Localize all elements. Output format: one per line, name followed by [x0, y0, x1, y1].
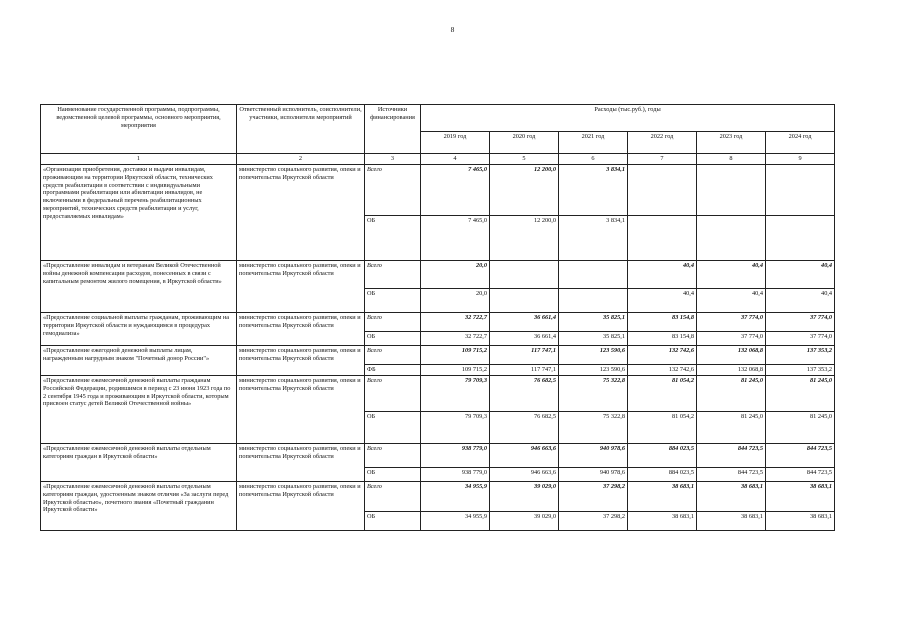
total-value: 123 590,6: [559, 345, 628, 364]
total-value: 117 747,1: [490, 345, 559, 364]
total-value: 37 774,0: [697, 312, 766, 331]
column-number: 2: [237, 154, 365, 165]
source-value: 32 722,7: [421, 331, 490, 345]
measure-name: «Организация приобретения, доставки и выдачи инвалидам, проживающим на территории Иркутской области, технических средств реабилитации в соответствии с индивидуальными программами реабилитации или абилитации инвалидов, не включенными в федеральный перечень реабилитационных мероприятий, технических средств реабилитации и услуг, предоставляемых инвалидам»: [41, 164, 237, 260]
total-value: 12 200,0: [490, 164, 559, 215]
header-responsible: Ответственный исполнитель, соисполнители, участники, исполнители мероприятий: [237, 105, 365, 154]
total-value: 38 683,1: [766, 481, 835, 511]
total-value: 844 723,5: [766, 443, 835, 467]
source-value: 37 774,0: [697, 331, 766, 345]
total-value: 34 955,9: [421, 481, 490, 511]
source-value: 37 298,2: [559, 511, 628, 530]
header-year: 2019 год: [421, 132, 490, 154]
source-value: [697, 215, 766, 260]
source-value: 38 683,1: [766, 511, 835, 530]
total-value: 38 683,1: [628, 481, 697, 511]
total-value: 81 054,2: [628, 375, 697, 411]
total-value: 20,0: [421, 260, 490, 288]
source-value: 39 029,0: [490, 511, 559, 530]
source-value: 7 465,0: [421, 215, 490, 260]
column-number: 5: [490, 154, 559, 165]
source-value: 938 779,0: [421, 467, 490, 481]
measure-name: «Предоставление ежемесячной денежной выплаты отдельным категориям граждан в Иркутской области»: [41, 443, 237, 481]
source-total-label: Всего: [365, 260, 421, 288]
source-value: 38 683,1: [697, 511, 766, 530]
header-year: 2023 год: [697, 132, 766, 154]
source-value: 20,0: [421, 288, 490, 312]
measure-name: «Предоставление инвалидам и ветеранам Великой Отечественной войны денежной компенсации расходов, понесенных в связи с капитальным ремонтом жилого помещения, в Иркутской области»: [41, 260, 237, 312]
total-value: 76 682,5: [490, 375, 559, 411]
total-value: 37 298,2: [559, 481, 628, 511]
source-value: 76 682,5: [490, 411, 559, 443]
responsible-executor: министерство социального развития, опеки и попечительства Иркутской области: [237, 481, 365, 530]
column-number: 6: [559, 154, 628, 165]
column-number: 4: [421, 154, 490, 165]
column-number: 7: [628, 154, 697, 165]
total-value: 132 068,8: [697, 345, 766, 364]
total-value: 132 742,6: [628, 345, 697, 364]
source-value: 844 723,5: [697, 467, 766, 481]
source-value: 844 723,5: [766, 467, 835, 481]
header-year: 2021 год: [559, 132, 628, 154]
total-value: 75 322,8: [559, 375, 628, 411]
source-value: 3 834,1: [559, 215, 628, 260]
source-value: 79 709,3: [421, 411, 490, 443]
total-value: 35 825,1: [559, 312, 628, 331]
table-row: [41, 481, 835, 511]
total-value: [628, 164, 697, 215]
total-value: [766, 164, 835, 215]
responsible-executor: министерство социального развития, опеки и попечительства Иркутской области: [237, 164, 365, 260]
responsible-executor: министерство социального развития, опеки и попечительства Иркутской области: [237, 312, 365, 345]
source-value: 34 955,9: [421, 511, 490, 530]
table-row: [41, 164, 835, 215]
total-value: 38 683,1: [697, 481, 766, 511]
header-year: 2022 год: [628, 132, 697, 154]
total-value: [697, 164, 766, 215]
source-value: 35 825,1: [559, 331, 628, 345]
measure-name: «Предоставление ежемесячной денежной выплаты гражданам Российской Федерации, родившимся в период с 23 июня 1923 года по 2 сентября 1945 года и проживающим в Иркутской области, которым присвоен статус детей Великой Отечественной войны»: [41, 375, 237, 443]
measure-name: «Предоставление ежемесячной денежной выплаты отдельным категориям граждан, удостоенным знаком отличия «За заслуги перед Иркутской областью», почетного звания «Почетный гражданин Иркутской области»: [41, 481, 237, 530]
source-label: ОБ: [365, 467, 421, 481]
source-total-label: Всего: [365, 443, 421, 467]
total-value: 83 154,8: [628, 312, 697, 331]
total-value: 81 245,0: [697, 375, 766, 411]
source-label: ОБ: [365, 288, 421, 312]
table-row: [41, 312, 835, 331]
header-source: Источники финансирования: [365, 105, 421, 154]
total-value: 32 722,7: [421, 312, 490, 331]
source-total-label: Всего: [365, 164, 421, 215]
measure-name: «Предоставление ежегодной денежной выплаты лицам, награжденным нагрудным знаком "Почетный донор России"»: [41, 345, 237, 375]
source-value: 75 322,8: [559, 411, 628, 443]
total-value: 884 023,5: [628, 443, 697, 467]
table-body: [41, 164, 835, 530]
measure-name: «Предоставление социальной выплаты гражданам, проживающим на территории Иркутской области и нуждающимся в процедурах гемодиализа»: [41, 312, 237, 345]
source-total-label: Всего: [365, 345, 421, 364]
source-value: 137 353,2: [766, 364, 835, 375]
source-value: 123 590,6: [559, 364, 628, 375]
header-row: [41, 105, 835, 132]
column-number: 8: [697, 154, 766, 165]
source-value: 40,4: [766, 288, 835, 312]
source-value: 12 200,0: [490, 215, 559, 260]
header-year: 2020 год: [490, 132, 559, 154]
total-value: 940 978,6: [559, 443, 628, 467]
column-number: 9: [766, 154, 835, 165]
source-value: 81 245,0: [697, 411, 766, 443]
source-value: 38 683,1: [628, 511, 697, 530]
table-row: [41, 345, 835, 364]
source-value: 81 245,0: [766, 411, 835, 443]
source-value: [490, 288, 559, 312]
column-numbers-row: [41, 154, 835, 165]
total-value: 40,4: [766, 260, 835, 288]
column-number: 3: [365, 154, 421, 165]
source-total-label: Всего: [365, 312, 421, 331]
source-value: 83 154,8: [628, 331, 697, 345]
total-value: 7 465,0: [421, 164, 490, 215]
source-value: 36 661,4: [490, 331, 559, 345]
table-row: [41, 375, 835, 411]
source-value: 132 742,6: [628, 364, 697, 375]
total-value: 109 715,2: [421, 345, 490, 364]
source-label: ФБ: [365, 364, 421, 375]
total-value: 844 723,5: [697, 443, 766, 467]
responsible-executor: министерство социального развития, опеки и попечительства Иркутской области: [237, 345, 365, 375]
source-value: 81 054,2: [628, 411, 697, 443]
total-value: [559, 260, 628, 288]
source-value: [628, 215, 697, 260]
total-value: 36 661,4: [490, 312, 559, 331]
source-value: [559, 288, 628, 312]
header-name: Наименование государственной программы, подпрограммы, ведомственной целевой программы, основного мероприятия, мероприятия: [41, 105, 237, 154]
source-value: 40,4: [697, 288, 766, 312]
source-value: 117 747,1: [490, 364, 559, 375]
source-label: ОБ: [365, 411, 421, 443]
total-value: 39 029,0: [490, 481, 559, 511]
column-number: 1: [41, 154, 237, 165]
total-value: 81 245,0: [766, 375, 835, 411]
source-value: 40,4: [628, 288, 697, 312]
source-label: ОБ: [365, 215, 421, 260]
source-value: 884 023,5: [628, 467, 697, 481]
source-value: 37 774,0: [766, 331, 835, 345]
total-value: 40,4: [628, 260, 697, 288]
source-label: ОБ: [365, 511, 421, 530]
budget-table: [40, 104, 835, 531]
source-value: 946 663,6: [490, 467, 559, 481]
source-value: 109 715,2: [421, 364, 490, 375]
source-value: 132 068,8: [697, 364, 766, 375]
table-row: [41, 443, 835, 467]
total-value: 40,4: [697, 260, 766, 288]
total-value: 137 353,2: [766, 345, 835, 364]
total-value: [490, 260, 559, 288]
source-value: [766, 215, 835, 260]
page-number: 8: [450, 25, 455, 34]
total-value: 938 779,0: [421, 443, 490, 467]
total-value: 946 663,6: [490, 443, 559, 467]
total-value: 37 774,0: [766, 312, 835, 331]
responsible-executor: министерство социального развития, опеки и попечительства Иркутской области: [237, 443, 365, 481]
header-year: 2024 год: [766, 132, 835, 154]
responsible-executor: министерство социального развития, опеки и попечительства Иркутской области: [237, 260, 365, 312]
total-value: 3 834,1: [559, 164, 628, 215]
source-total-label: Всего: [365, 481, 421, 511]
total-value: 79 709,3: [421, 375, 490, 411]
source-label: ОБ: [365, 331, 421, 345]
source-value: 940 978,6: [559, 467, 628, 481]
responsible-executor: министерство социального развития, опеки и попечительства Иркутской области: [237, 375, 365, 443]
source-total-label: Всего: [365, 375, 421, 411]
table-row: [41, 260, 835, 288]
header-expenses: Расходы (тыс.руб.), годы: [421, 105, 835, 132]
